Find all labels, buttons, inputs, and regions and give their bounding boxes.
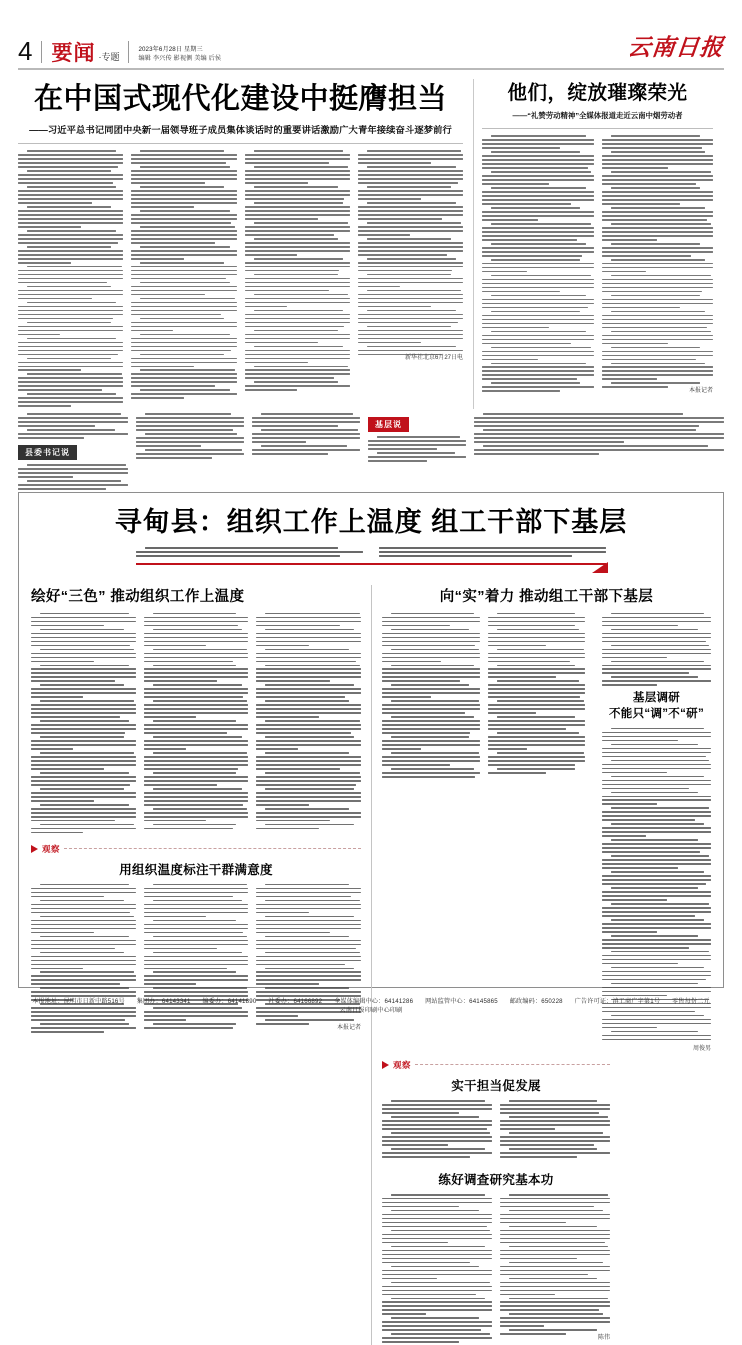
page-footer: [0, 996, 742, 1014]
top-section: [18, 77, 724, 409]
side-box-text: [252, 413, 360, 454]
feature-section-title-1: 绘好“三色” 推动组织工作上温度: [31, 588, 245, 605]
feature-lead: [136, 547, 606, 560]
feature-right-main: [382, 613, 593, 1052]
lead-text-left: [136, 547, 363, 557]
main-body-columns: [18, 150, 463, 409]
secondary-headline: 他们，绽放璀璨荣光: [507, 82, 688, 104]
footer-item: 邮政编码：650228: [509, 998, 563, 1005]
observation-title-1: 用组织温度标注干群满意度: [119, 862, 273, 877]
body-column: [382, 613, 480, 780]
main-headline: 在中国式现代化建设中挺膺担当: [33, 83, 447, 115]
feature-left-body: [31, 613, 361, 836]
side-box-text: [18, 413, 128, 439]
body-column: [488, 613, 586, 780]
body-column: [131, 150, 236, 409]
body-column: [18, 150, 123, 409]
observation-title-3: 练好调查研究基本功: [438, 1172, 554, 1187]
observation-label: 观察: [42, 843, 61, 854]
lead-column-right: [379, 547, 606, 560]
secondary-subhead: ——“礼赞劳动精神”全媒体报道走近云南中烟劳动者: [512, 111, 683, 121]
body-column: [500, 1100, 610, 1160]
feature-banner-headline: 寻甸县：组织工作上温度 组工干部下基层: [114, 507, 628, 537]
rail-title-line1: 基层调研: [632, 692, 681, 705]
secondary-rule: [482, 128, 713, 129]
arrow-right-icon: [31, 845, 38, 853]
feature-right-top: [382, 613, 711, 1052]
observation-dotted-rule: [415, 1064, 610, 1066]
body-column: [31, 613, 136, 836]
observation-title-2: 实干担当促发展: [451, 1079, 541, 1094]
body-column: [382, 1100, 492, 1160]
side-box: [136, 413, 244, 492]
section-title: 要闻: [51, 42, 96, 65]
box-label-county-secretary[interactable]: 县委书记说: [18, 445, 77, 460]
feature-left: [31, 585, 371, 1345]
side-box-text: [18, 464, 128, 490]
lead-underline-bar: [136, 563, 606, 565]
section-subtitle: ·专题: [98, 52, 120, 62]
footer-item: 零售每份二元: [672, 998, 710, 1005]
body-column: 本报记者: [256, 884, 361, 1035]
masthead: [18, 0, 724, 64]
body-column: [482, 135, 594, 394]
side-box: [18, 413, 128, 492]
section-label[interactable]: [42, 43, 128, 64]
feature-section-title-2: 向“实”着力 推动组工干部下基层: [439, 588, 654, 605]
footer-item: 社委办：64166892: [268, 998, 323, 1005]
rail-sig: 周俊男: [692, 1046, 711, 1053]
feature-columns: [31, 585, 711, 1345]
footer-item: 编委办：64141890: [202, 998, 257, 1005]
body-column: 陈伟: [500, 1194, 610, 1345]
main-subhead: ——习近平总书记同团中央新一届领导班子成员集体谈话时的重要讲话激励广大青年接续奋斗逐梦前行: [29, 125, 452, 136]
body-column: 新华社北京6月27日电: [358, 150, 463, 409]
rail-text-top: [602, 613, 711, 686]
footer-item: 网站监管中心：64145865: [425, 998, 498, 1005]
page-number: 4: [18, 36, 33, 66]
paper-logo: 云南日报: [626, 35, 726, 60]
footer-item: 集团办：64143341: [136, 998, 191, 1005]
date-block: [129, 46, 221, 63]
footer-item: 广告许可证：滇工商广字第1号: [574, 998, 661, 1005]
masthead-rule: [18, 68, 724, 70]
body-column: [256, 613, 361, 836]
lead-column-left: [136, 547, 363, 560]
footer-item: 本报地址：昆明市日新中路516号: [32, 998, 125, 1005]
observation-dotted-rule: [64, 848, 361, 850]
side-box: [474, 413, 724, 492]
observation-label: 观察: [393, 1060, 412, 1071]
date-line: 2023年6月28日 星期三: [138, 46, 203, 54]
staff-line: 编辑 李兴传 影视侧 美编 后侯: [138, 54, 222, 62]
side-box: [252, 413, 360, 492]
observation-marker-1: [31, 843, 361, 855]
body-column: [144, 613, 249, 836]
side-boxes-row: [18, 413, 724, 492]
observation-body-3: [382, 1194, 610, 1345]
side-box-text: [136, 413, 244, 458]
body-column: [245, 150, 350, 409]
feature-rail: [593, 613, 711, 1052]
column-divider: [473, 79, 474, 409]
footer-item: 云南日报印刷中心印刷: [339, 1007, 403, 1014]
feature-right-body: [382, 613, 585, 780]
rail-title-line2: 不能只“调”不“研”: [609, 708, 704, 721]
lead-arrow-icon: [592, 562, 608, 573]
box-label-grassroots[interactable]: 基层说: [368, 417, 409, 432]
body-column: [382, 1194, 492, 1345]
lead-text-right: [379, 547, 606, 557]
side-box-text: [474, 413, 724, 454]
feature-right: [372, 585, 711, 1345]
side-box: [368, 413, 466, 492]
observation-marker-2: [382, 1059, 610, 1071]
body-column: 本报记者: [602, 135, 714, 394]
footer-item: 全媒体编辑中心：64141286: [334, 998, 414, 1005]
arrow-right-icon: [382, 1061, 389, 1069]
main-story: [18, 77, 473, 409]
lead-underline: [136, 563, 606, 573]
secondary-body-columns: [482, 135, 713, 394]
side-box-text: [368, 436, 466, 462]
rail-text-body: [602, 728, 711, 1040]
headline-rule: [18, 143, 463, 144]
secondary-story: [482, 77, 713, 409]
observation-body-2: [382, 1100, 610, 1160]
